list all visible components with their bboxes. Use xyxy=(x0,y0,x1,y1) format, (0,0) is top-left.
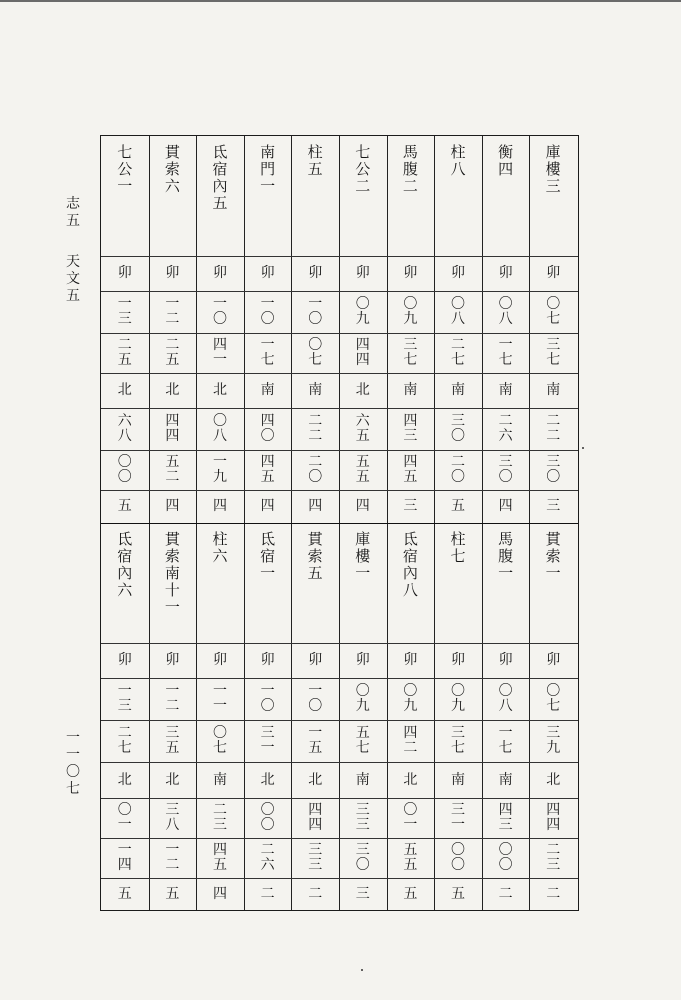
table-cell-month: 卯 xyxy=(546,652,561,668)
table-cell-a: 四 〇 xyxy=(260,413,275,444)
table-cell-dir: 南 xyxy=(450,771,465,788)
table-cell-a: 六 八 xyxy=(117,413,132,444)
table-cell-a: 三 一 xyxy=(450,802,465,833)
table-cell-b: 〇 〇 xyxy=(117,454,132,485)
table-cell-du: 〇 八 xyxy=(450,296,465,327)
table-cell-dir: 北 xyxy=(117,382,132,398)
table-cell-dir: 南 xyxy=(355,771,370,788)
table-cell-c: 二 xyxy=(308,885,323,902)
table-cell-c: 四 xyxy=(308,498,323,514)
table-cell-fen: 四 四 xyxy=(355,337,370,368)
table-cell-fen: 五 七 xyxy=(355,725,370,756)
star-name: 衡 四 xyxy=(498,143,514,178)
table-cell-b: 一 二 xyxy=(165,842,180,873)
table-cell-fen: 二 五 xyxy=(117,337,132,368)
table-cell-du: 〇 八 xyxy=(498,683,513,714)
star-name: 氐 宿 一 xyxy=(260,530,276,582)
table-cell-month: 卯 xyxy=(165,265,180,281)
table-cell-month: 卯 xyxy=(355,652,370,668)
star-name: 柱 八 xyxy=(450,143,466,178)
table-cell-month: 卯 xyxy=(260,265,275,281)
table-cell-dir: 北 xyxy=(260,771,275,788)
table-cell-b: 〇 〇 xyxy=(450,842,465,873)
table-cell-dir: 北 xyxy=(165,382,180,398)
star-name: 氐 宿 內 八 xyxy=(402,530,418,599)
table-cell-fen: 二 五 xyxy=(165,337,180,368)
scan-top-edge xyxy=(0,0,681,2)
table-cell-fen: 一 五 xyxy=(308,725,323,756)
table-cell-c: 三 xyxy=(546,498,561,514)
table-cell-a: 二 六 xyxy=(498,413,513,444)
table-cell-c: 四 xyxy=(165,498,180,514)
star-name: 貫 索 南 十 一 xyxy=(164,530,180,616)
table-cell-fen: 三 五 xyxy=(165,725,180,756)
table-cell-a: 三 三 xyxy=(355,802,370,833)
star-name: 氐 宿 內 五 xyxy=(212,143,228,212)
table-cell-fen: 三 七 xyxy=(403,337,418,368)
table-cell-c: 四 xyxy=(260,498,275,514)
star-name: 氐 宿 內 六 xyxy=(117,530,133,599)
table-cell-b: 四 五 xyxy=(260,454,275,485)
table-cell-c: 四 xyxy=(212,498,227,514)
table-cell-b: 五 五 xyxy=(403,842,418,873)
table-cell-du: 〇 九 xyxy=(403,296,418,327)
table-cell-fen: 一 七 xyxy=(260,337,275,368)
table-cell-c: 四 xyxy=(355,498,370,514)
table-cell-a: 四 四 xyxy=(546,802,561,833)
table-cell-fen: 三 一 xyxy=(260,725,275,756)
table-cell-fen: 三 七 xyxy=(450,725,465,756)
table-cell-du: 一 一 xyxy=(212,683,227,714)
table-cell-month: 卯 xyxy=(546,265,561,281)
table-cell-du: 〇 七 xyxy=(546,296,561,327)
table-cell-dir: 南 xyxy=(498,382,513,398)
table-cell-dir: 北 xyxy=(308,771,323,788)
star-name: 柱 五 xyxy=(307,143,323,178)
page-number: 一 一 〇 七 xyxy=(66,730,80,797)
table-cell-month: 卯 xyxy=(308,652,323,668)
table-cell-month: 卯 xyxy=(260,652,275,668)
table-cell-b: 三 〇 xyxy=(498,454,513,485)
table-cell-b: 三 〇 xyxy=(546,454,561,485)
table-cell-a: 〇 一 xyxy=(403,802,418,833)
table-cell-du: 〇 九 xyxy=(355,296,370,327)
star-name: 庫 樓 三 xyxy=(545,143,561,195)
table-cell-fen: 三 七 xyxy=(546,337,561,368)
scan-speck xyxy=(582,447,584,449)
star-name: 七 公 二 xyxy=(355,143,371,195)
table-cell-fen: 四 二 xyxy=(403,725,418,756)
table-cell-a: 六 五 xyxy=(355,413,370,444)
table-cell-fen: 二 七 xyxy=(117,725,132,756)
table-cell-month: 卯 xyxy=(403,652,418,668)
table-cell-b: 〇 〇 xyxy=(498,842,513,873)
table-cell-month: 卯 xyxy=(450,652,465,668)
table-cell-month: 卯 xyxy=(212,265,227,281)
star-name: 貫 索 六 xyxy=(164,143,180,195)
table-cell-a: 四 三 xyxy=(498,802,513,833)
table-cell-du: 〇 七 xyxy=(546,683,561,714)
table-cell-a: 二 三 xyxy=(212,802,227,833)
table-cell-c: 五 xyxy=(117,498,132,514)
table-cell-du: 一 二 xyxy=(165,683,180,714)
table-cell-a: 四 四 xyxy=(165,413,180,444)
table-cell-a: 三 八 xyxy=(165,802,180,833)
table-cell-a: 二 二 xyxy=(546,413,561,444)
table-cell-b: 一 九 xyxy=(212,454,227,485)
table-cell-c: 五 xyxy=(403,885,418,902)
table-cell-dir: 南 xyxy=(403,382,418,398)
table-cell-month: 卯 xyxy=(355,265,370,281)
star-catalogue-table xyxy=(100,135,579,911)
table-cell-dir: 北 xyxy=(355,382,370,398)
star-name: 馬 腹 二 xyxy=(402,143,418,195)
table-cell-month: 卯 xyxy=(498,265,513,281)
margin-section: 天 文 五 xyxy=(66,254,80,304)
table-cell-fen: 四 一 xyxy=(212,337,227,368)
table-cell-du: 一 〇 xyxy=(260,296,275,327)
table-cell-b: 二 〇 xyxy=(308,454,323,485)
table-cell-du: 一 二 xyxy=(165,296,180,327)
table-cell-month: 卯 xyxy=(117,652,132,668)
table-cell-dir: 北 xyxy=(546,771,561,788)
table-cell-a: 二 二 xyxy=(308,413,323,444)
table-cell-c: 五 xyxy=(450,498,465,514)
table-cell-b: 三 三 xyxy=(308,842,323,873)
table-cell-a: 〇 八 xyxy=(212,413,227,444)
table-cell-c: 五 xyxy=(450,885,465,902)
table-cell-c: 四 xyxy=(498,498,513,514)
table-cell-c: 二 xyxy=(546,885,561,902)
table-cell-a: 三 〇 xyxy=(450,413,465,444)
table-cell-fen: 三 九 xyxy=(546,725,561,756)
star-name: 貫 索 一 xyxy=(545,530,561,582)
table-cell-fen: 二 七 xyxy=(450,337,465,368)
table-cell-a: 〇 一 xyxy=(117,802,132,833)
table-cell-fen: 〇 七 xyxy=(212,725,227,756)
star-name: 柱 六 xyxy=(212,530,228,565)
table-cell-b: 二 六 xyxy=(260,842,275,873)
table-cell-c: 二 xyxy=(260,885,275,902)
table-cell-b: 一 四 xyxy=(117,842,132,873)
table-cell-du: 一 三 xyxy=(117,296,132,327)
table-cell-du: 一 〇 xyxy=(308,683,323,714)
table-cell-dir: 南 xyxy=(308,382,323,398)
table-cell-month: 卯 xyxy=(117,265,132,281)
table-cell-b: 五 二 xyxy=(165,454,180,485)
table-cell-c: 二 xyxy=(498,885,513,902)
star-name: 南 門 一 xyxy=(260,143,276,195)
table-cell-b: 二 三 xyxy=(546,842,561,873)
scan-speck xyxy=(361,969,363,971)
table-cell-dir: 南 xyxy=(450,382,465,398)
table-cell-a: 四 三 xyxy=(403,413,418,444)
table-cell-dir: 北 xyxy=(165,771,180,788)
table-cell-du: 〇 八 xyxy=(498,296,513,327)
star-name: 庫 樓 一 xyxy=(355,530,371,582)
table-cell-dir: 南 xyxy=(212,771,227,788)
table-cell-dir: 南 xyxy=(546,382,561,398)
table-cell-b: 二 〇 xyxy=(450,454,465,485)
star-name: 貫 索 五 xyxy=(307,530,323,582)
table-cell-dir: 南 xyxy=(498,771,513,788)
table-cell-dir: 北 xyxy=(403,771,418,788)
table-cell-month: 卯 xyxy=(403,265,418,281)
table-cell-b: 四 五 xyxy=(212,842,227,873)
table-cell-c: 三 xyxy=(403,498,418,514)
table-cell-dir: 北 xyxy=(117,771,132,788)
table-cell-fen: 〇 七 xyxy=(308,337,323,368)
table-cell-month: 卯 xyxy=(498,652,513,668)
table-cell-month: 卯 xyxy=(165,652,180,668)
table-cell-fen: 一 七 xyxy=(498,337,513,368)
table-cell-du: 〇 九 xyxy=(450,683,465,714)
table-cell-month: 卯 xyxy=(450,265,465,281)
table-cell-du: 〇 九 xyxy=(403,683,418,714)
table-cell-c: 三 xyxy=(355,885,370,902)
star-name: 柱 七 xyxy=(450,530,466,565)
table-cell-du: 一 〇 xyxy=(212,296,227,327)
table-cell-du: 一 〇 xyxy=(308,296,323,327)
star-name: 七 公 一 xyxy=(117,143,133,195)
table-cell-b: 五 五 xyxy=(355,454,370,485)
table-cell-c: 四 xyxy=(212,885,227,902)
table-cell-du: 一 三 xyxy=(117,683,132,714)
table-cell-b: 三 〇 xyxy=(355,842,370,873)
table-cell-month: 卯 xyxy=(308,265,323,281)
table-cell-a: 〇 〇 xyxy=(260,802,275,833)
table-cell-a: 四 四 xyxy=(308,802,323,833)
table-cell-month: 卯 xyxy=(212,652,227,668)
table-cell-du: 〇 九 xyxy=(355,683,370,714)
table-cell-b: 四 五 xyxy=(403,454,418,485)
margin-chapter: 志 五 xyxy=(66,196,80,229)
table-cell-c: 五 xyxy=(165,885,180,902)
table-cell-du: 一 〇 xyxy=(260,683,275,714)
table-cell-c: 五 xyxy=(117,885,132,902)
table-cell-fen: 一 七 xyxy=(498,725,513,756)
table-cell-dir: 南 xyxy=(260,382,275,398)
table-cell-dir: 北 xyxy=(212,382,227,398)
star-name: 馬 腹 一 xyxy=(498,530,514,582)
